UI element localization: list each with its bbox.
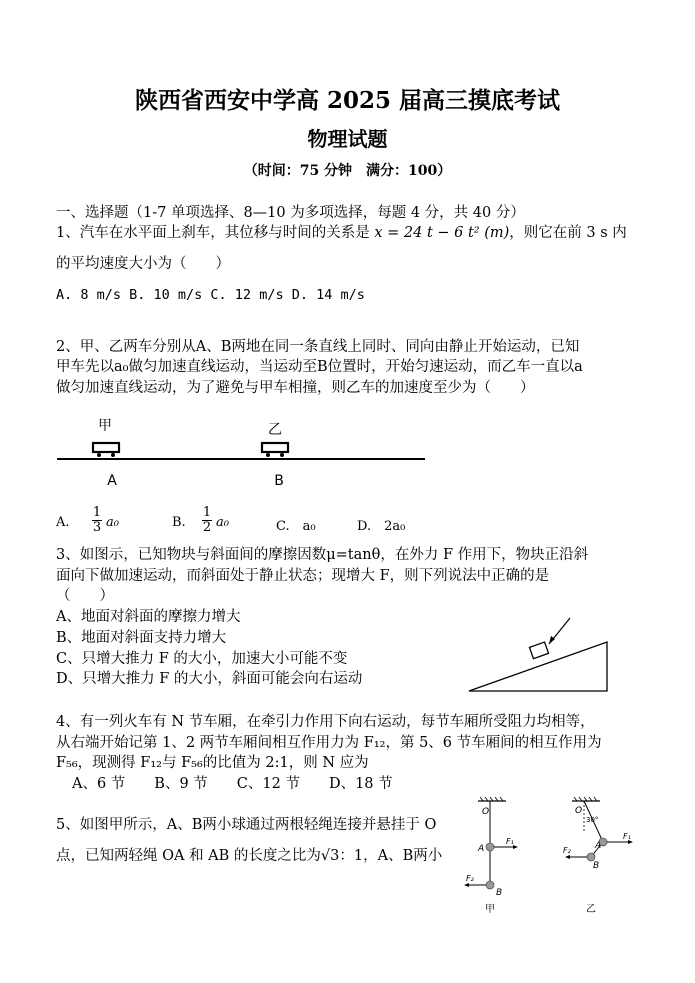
wheel <box>280 453 284 457</box>
wheel <box>266 453 270 457</box>
label-angle: 30° <box>586 816 599 824</box>
label-b: B <box>593 861 600 871</box>
ball-a <box>486 843 494 851</box>
wheel <box>97 453 101 457</box>
q2-option-a-frac <box>92 506 102 535</box>
caption-yi: 乙 <box>586 904 596 915</box>
q5-line2: 点，已知两轻绳 OA 和 AB 的长度之比为√3：1，A、B两小 <box>56 848 443 864</box>
caption-jia: 甲 <box>485 904 495 915</box>
q4-line1: 4、有一列火车有 N 节车厢，在牵引力作用下向右运动，每节车厢所受阻力均相等， <box>56 714 595 730</box>
label-f1: F₁ <box>623 832 631 841</box>
q2-option-a-num: 1 <box>92 505 102 520</box>
q1-options: A. 8 m/s B. 10 m/s C. 12 m/s D. 14 m/s <box>56 287 365 303</box>
q2-option-b-den: 2 <box>202 520 212 535</box>
block <box>529 642 548 659</box>
q1-line1 <box>56 223 627 243</box>
point-b-label: B <box>274 473 284 489</box>
label-a: A <box>478 844 485 854</box>
q2-option-a-den: 3 <box>92 520 102 535</box>
q4-options: A、6 节 B、9 节 C、12 节 D、18 节 <box>72 776 393 792</box>
wheel <box>111 453 115 457</box>
q3-line2: 面向下做加速运动，而斜面处于静止状态；现增大 F，则下列说法中正确的是 <box>56 568 550 584</box>
q5-figure-yi <box>555 795 645 925</box>
q2-option-b-letter: B. <box>172 515 186 530</box>
section-heading: 一、选择题（1-7 单项选择、8—10 为多项选择，每题 4 分，共 40 分） <box>56 205 525 221</box>
exam-title: 陕西省西安中学高 2025 届高三摸底考试 <box>134 87 561 114</box>
ball-b <box>587 853 595 861</box>
label-o: O <box>482 807 490 817</box>
car-yi-label: 乙 <box>268 422 282 438</box>
q2-line2: 甲车先以a₀做匀加速直线运动，当运动至B位置时，开始匀速运动，而乙车一直以a <box>56 359 583 375</box>
car-jia-label: 甲 <box>98 418 112 434</box>
exam-meta: （时间：75 分钟 满分：100） <box>243 163 452 179</box>
label-a: A <box>595 841 602 851</box>
q3-option-c: C、只增大推力 F 的大小，加速大小可能不变 <box>56 651 348 667</box>
q2-option-c: C. a₀ <box>276 519 316 534</box>
q2-line1: 2、甲、乙两车分别从A、B两地在同一条直线上同时、同向由静止开始运动，已知 <box>56 339 580 355</box>
q5-figure-jia <box>460 795 540 925</box>
q3-option-b: B、地面对斜面支持力增大 <box>56 630 227 646</box>
label-f1: F₁ <box>506 837 514 846</box>
point-a-label: A <box>107 473 117 489</box>
q3-incline-diagram <box>465 612 615 694</box>
label-f2: F₂ <box>563 846 571 855</box>
q5-line1: 5、如图甲所示，A、B两小球通过两根轻绳连接并悬挂于 O <box>56 817 437 833</box>
q1-text-pre: 1、汽车在水平面上刹车，其位移与时间的关系是 <box>56 225 375 241</box>
q2-line3: 做匀加速直线运动，为了避免与甲车相撞，则乙车的加速度至少为（ ） <box>56 380 535 396</box>
q1-text-post: ，则它在前 3 s 内 <box>509 225 627 241</box>
q4-line2: 从右端开始记第 1、2 两节车厢间相互作用力为 F₁₂，第 5、6 节车厢间的相互作用为 <box>56 735 602 751</box>
car-yi <box>262 443 288 452</box>
q2-option-b-frac <box>202 506 212 535</box>
label-b: B <box>496 888 503 898</box>
q2-option-a-letter: A. <box>56 515 70 530</box>
ball-b <box>486 881 494 889</box>
q3-line1: 3、如图示，已知物块与斜面间的摩擦因数μ=tanθ，在外力 F 作用下，物块正沿斜 <box>56 547 589 563</box>
q2-option-a-var: a₀ <box>106 515 119 530</box>
q2-option-b-num: 1 <box>202 505 212 520</box>
label-f2: F₂ <box>466 874 474 883</box>
q2-diagram <box>50 410 440 492</box>
q3-option-d: D、只增大推力 F 的大小，斜面可能会向右运动 <box>56 671 363 687</box>
q1-line2: 的平均速度大小为（ ） <box>56 256 230 272</box>
q1-formula: x = 24 t − 6 t² (m) <box>374 225 510 241</box>
q3-option-a: A、地面对斜面的摩擦力增大 <box>56 609 241 625</box>
exam-subtitle: 物理试题 <box>307 127 388 151</box>
q2-option-b-var: a₀ <box>216 515 229 530</box>
q3-line3: （ ） <box>56 588 114 604</box>
label-o: O <box>575 806 583 816</box>
car-jia <box>93 443 119 452</box>
q4-line3: F₅₆，现测得 F₁₂与 F₅₆的比值为 2:1，则 N 应为 <box>56 755 369 771</box>
q2-option-d: D. 2a₀ <box>357 519 406 534</box>
